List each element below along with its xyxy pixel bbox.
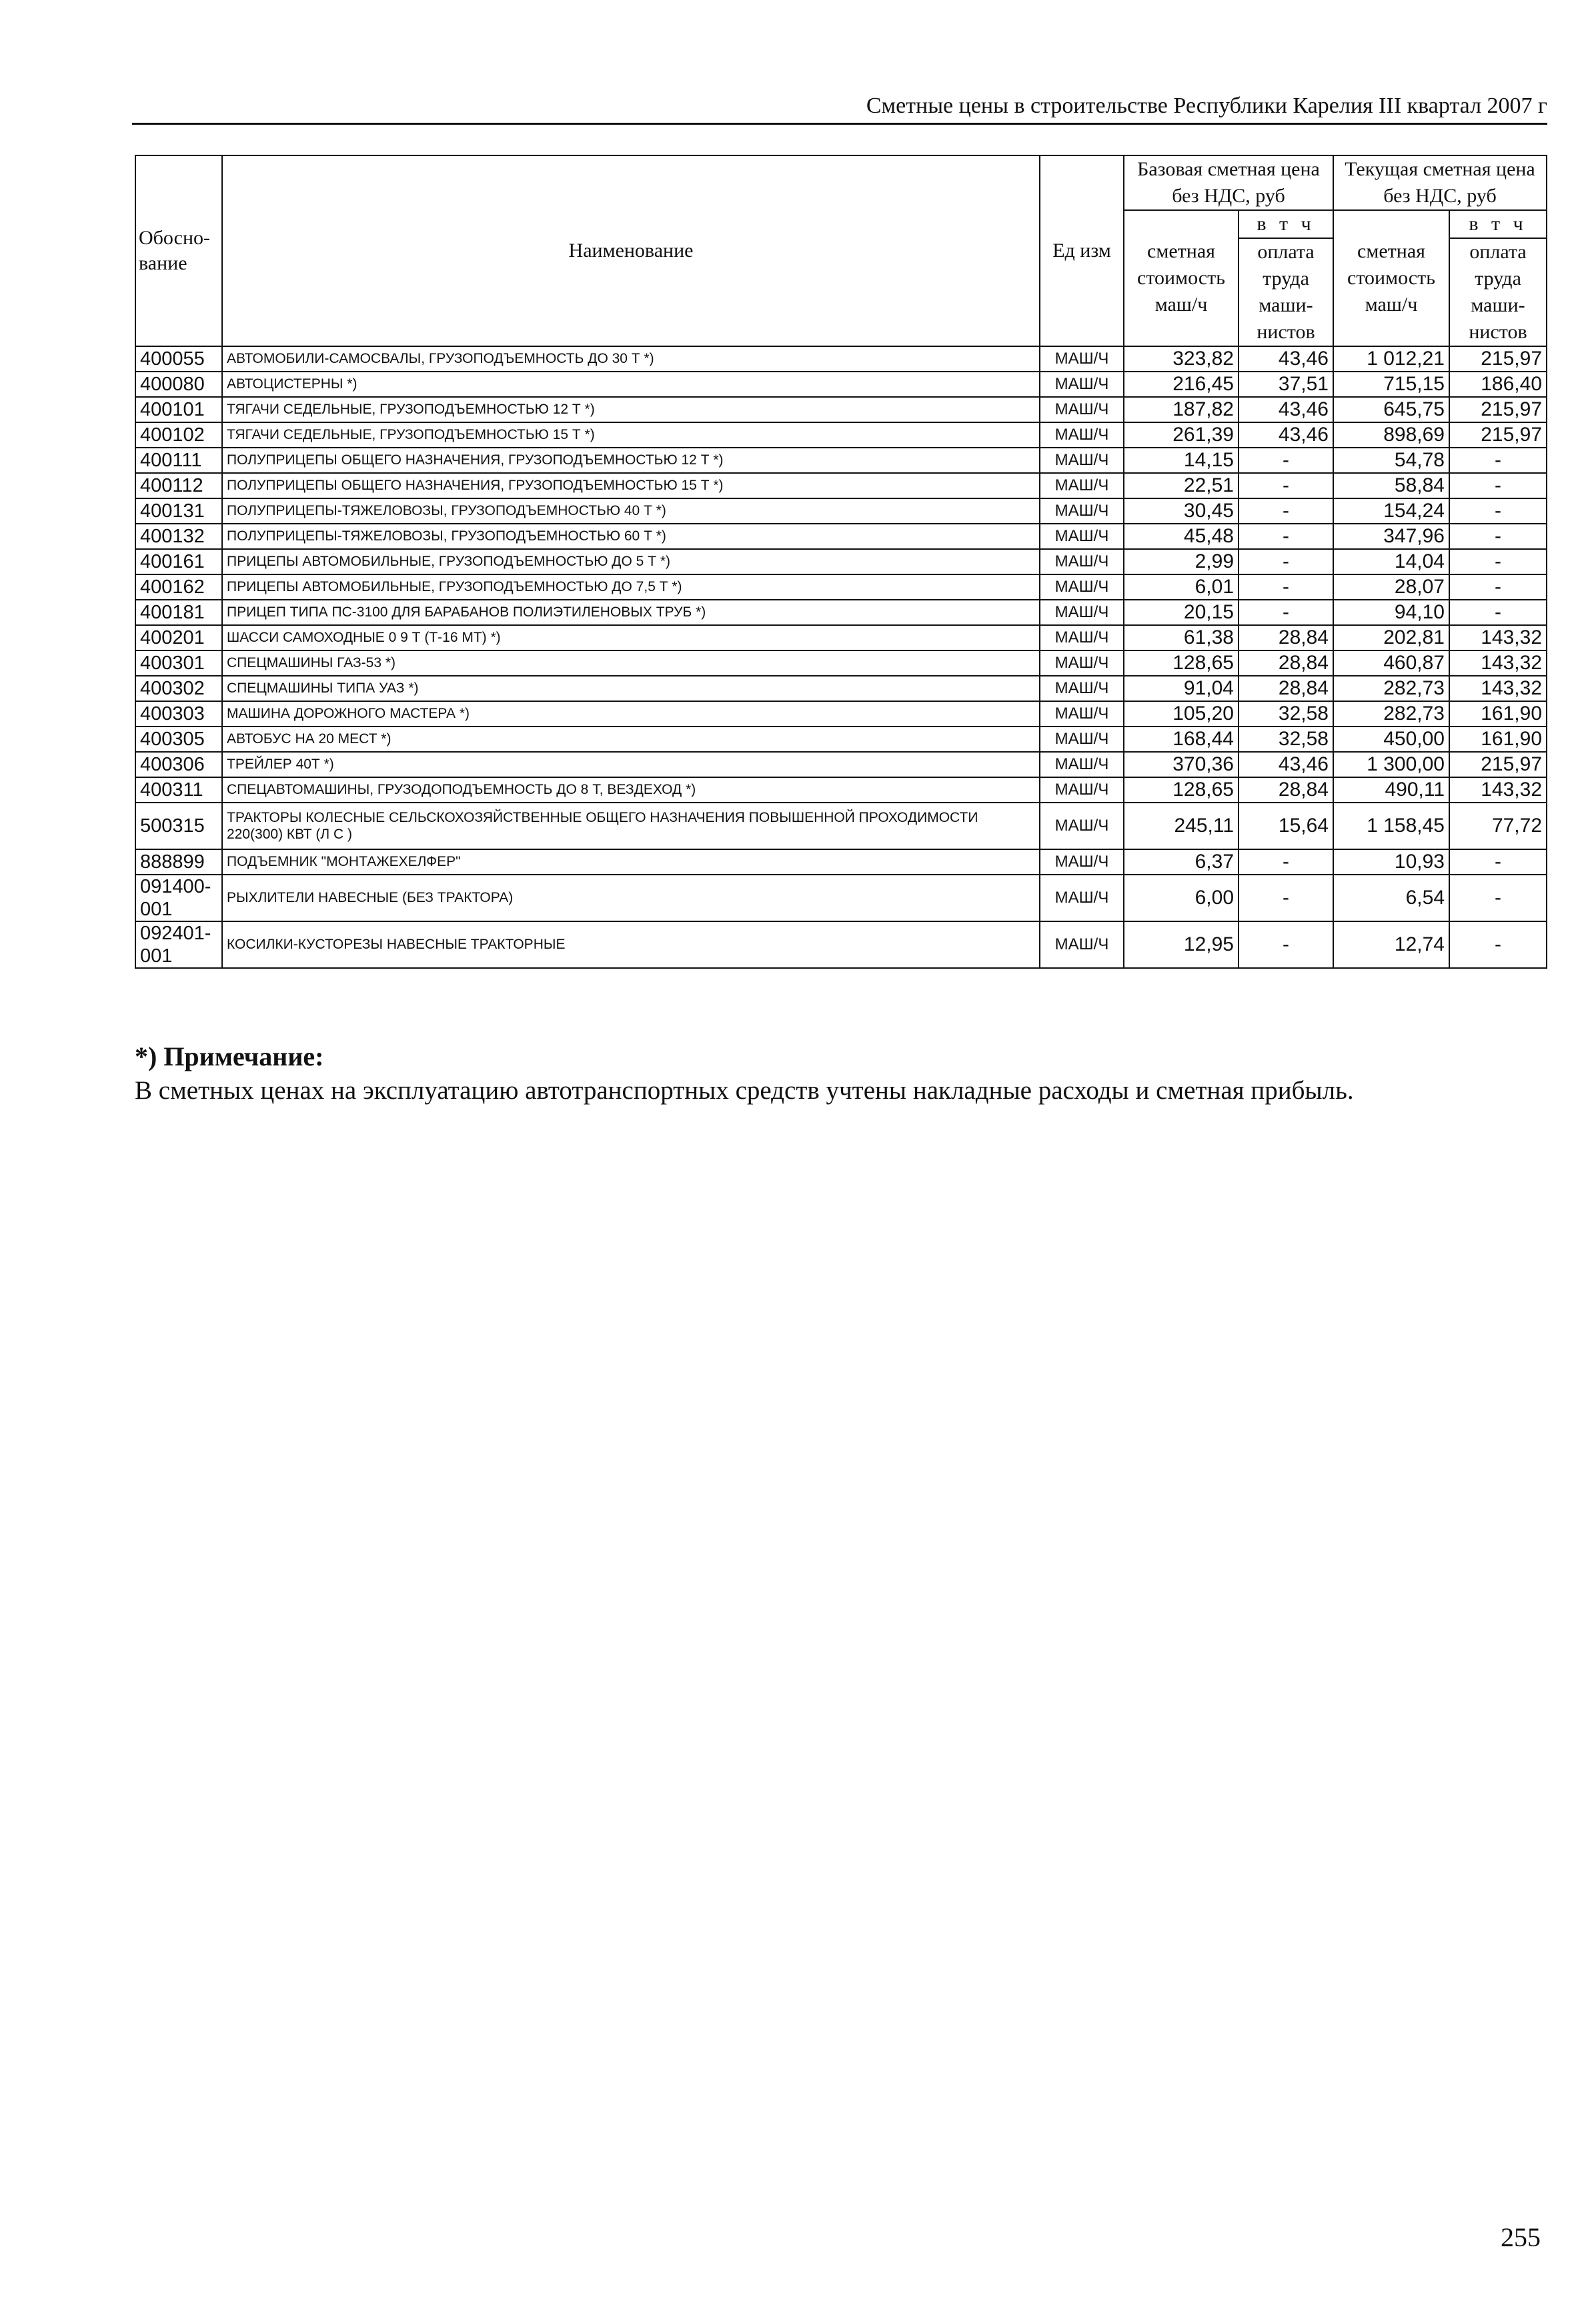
row-current-cost: 58,84 — [1333, 473, 1449, 498]
row-current-labor: 215,97 — [1449, 397, 1547, 422]
row-current-cost: 1 012,21 — [1333, 346, 1449, 372]
row-base-labor: 28,84 — [1239, 777, 1333, 803]
row-name: РЫХЛИТЕЛИ НАВЕСНЫЕ (БЕЗ ТРАКТОРА) — [222, 875, 1040, 921]
table-header — [135, 155, 1547, 346]
row-current-cost: 28,07 — [1333, 574, 1449, 600]
row-base-labor: - — [1239, 524, 1333, 549]
row-unit: МАШ/Ч — [1040, 372, 1124, 397]
row-unit: МАШ/Ч — [1040, 422, 1124, 448]
row-base-labor: - — [1239, 498, 1333, 524]
row-code: 400132 — [135, 524, 222, 549]
row-base-labor: - — [1239, 574, 1333, 600]
table-row — [135, 372, 1547, 397]
row-code: 400303 — [135, 701, 222, 727]
table-row — [135, 498, 1547, 524]
row-base-cost: 323,82 — [1124, 346, 1239, 372]
row-code: 092401-001 — [135, 921, 222, 968]
row-unit: МАШ/Ч — [1040, 524, 1124, 549]
row-code: 400181 — [135, 600, 222, 625]
row-base-labor: - — [1239, 473, 1333, 498]
row-base-cost: 14,15 — [1124, 448, 1239, 473]
row-name: ПОЛУПРИЦЕПЫ ОБЩЕГО НАЗНАЧЕНИЯ, ГРУЗОПОДЪЕМНОСТЬЮ 15 Т *) — [222, 473, 1040, 498]
row-name: АВТОЦИСТЕРНЫ *) — [222, 372, 1040, 397]
row-name: ТРЕЙЛЕР 40Т *) — [222, 752, 1040, 777]
row-base-labor: 43,46 — [1239, 422, 1333, 448]
row-base-cost: 20,15 — [1124, 600, 1239, 625]
row-name: ТРАКТОРЫ КОЛЕСНЫЕ СЕЛЬСКОХОЗЯЙСТВЕННЫЕ ОБЩЕГО НАЗНАЧЕНИЯ ПОВЫШЕННОЙ ПРОХОДИМОСТИ 220(300) КВТ (Л С ) — [222, 803, 1040, 849]
header-base-labor: оплата труда маши-нистов — [1239, 238, 1333, 346]
page-number: 255 — [1501, 2222, 1541, 2252]
table-row — [135, 849, 1547, 875]
row-name: ПОЛУПРИЦЕПЫ-ТЯЖЕЛОВОЗЫ, ГРУЗОПОДЪЕМНОСТЬЮ 60 Т *) — [222, 524, 1040, 549]
row-unit: МАШ/Ч — [1040, 600, 1124, 625]
row-unit: МАШ/Ч — [1040, 650, 1124, 676]
row-code: 400102 — [135, 422, 222, 448]
row-code: 400080 — [135, 372, 222, 397]
table-row — [135, 921, 1547, 968]
row-base-cost: 128,65 — [1124, 650, 1239, 676]
row-base-cost: 22,51 — [1124, 473, 1239, 498]
row-code: 400131 — [135, 498, 222, 524]
row-current-cost: 898,69 — [1333, 422, 1449, 448]
table-row — [135, 397, 1547, 422]
row-base-cost: 6,37 — [1124, 849, 1239, 875]
row-current-cost: 94,10 — [1333, 600, 1449, 625]
row-base-labor: 28,84 — [1239, 650, 1333, 676]
row-unit: МАШ/Ч — [1040, 849, 1124, 875]
row-current-labor: - — [1449, 600, 1547, 625]
row-base-cost: 45,48 — [1124, 524, 1239, 549]
row-base-labor: - — [1239, 448, 1333, 473]
row-current-labor: - — [1449, 849, 1547, 875]
table-row — [135, 473, 1547, 498]
row-current-cost: 347,96 — [1333, 524, 1449, 549]
row-base-labor: - — [1239, 600, 1333, 625]
row-current-labor: - — [1449, 875, 1547, 921]
row-code: 400301 — [135, 650, 222, 676]
row-base-labor: 32,58 — [1239, 727, 1333, 752]
row-base-labor: 28,84 — [1239, 676, 1333, 701]
row-unit: МАШ/Ч — [1040, 574, 1124, 600]
row-code: 500315 — [135, 803, 222, 849]
row-code: 400055 — [135, 346, 222, 372]
row-name: СПЕЦМАШИНЫ ТИПА УАЗ *) — [222, 676, 1040, 701]
row-current-labor: - — [1449, 921, 1547, 968]
row-current-cost: 282,73 — [1333, 701, 1449, 727]
row-name: СПЕЦАВТОМАШИНЫ, ГРУЗОДОПОДЪЕМНОСТЬ ДО 8 Т, ВЕЗДЕХОД *) — [222, 777, 1040, 803]
row-current-labor: 161,90 — [1449, 727, 1547, 752]
table-row — [135, 448, 1547, 473]
row-code: 888899 — [135, 849, 222, 875]
row-code: 400111 — [135, 448, 222, 473]
header-current-labor: оплата труда маши-нистов — [1449, 238, 1547, 346]
header-current-group: Текущая сметная цена без НДС, руб — [1333, 155, 1547, 210]
header-unit: Ед изм — [1040, 155, 1124, 346]
row-base-labor: - — [1239, 875, 1333, 921]
row-code: 400201 — [135, 625, 222, 650]
row-unit: МАШ/Ч — [1040, 921, 1124, 968]
row-current-labor: 215,97 — [1449, 422, 1547, 448]
row-base-cost: 128,65 — [1124, 777, 1239, 803]
header-base-vtch: в т ч — [1239, 210, 1333, 238]
row-unit: МАШ/Ч — [1040, 803, 1124, 849]
row-unit: МАШ/Ч — [1040, 752, 1124, 777]
row-base-labor: 32,58 — [1239, 701, 1333, 727]
row-base-labor: - — [1239, 549, 1333, 574]
header-base-group: Базовая сметная цена без НДС, руб — [1124, 155, 1333, 210]
row-unit: МАШ/Ч — [1040, 701, 1124, 727]
row-name: МАШИНА ДОРОЖНОГО МАСТЕРА *) — [222, 701, 1040, 727]
row-code: 400112 — [135, 473, 222, 498]
row-base-cost: 245,11 — [1124, 803, 1239, 849]
table-body — [135, 346, 1547, 968]
row-current-cost: 645,75 — [1333, 397, 1449, 422]
row-unit: МАШ/Ч — [1040, 549, 1124, 574]
table-row — [135, 346, 1547, 372]
table-row — [135, 549, 1547, 574]
row-unit: МАШ/Ч — [1040, 397, 1124, 422]
table-row — [135, 777, 1547, 803]
table-row — [135, 574, 1547, 600]
row-name: ПОЛУПРИЦЕПЫ ОБЩЕГО НАЗНАЧЕНИЯ, ГРУЗОПОДЪЕМНОСТЬЮ 12 Т *) — [222, 448, 1040, 473]
row-current-cost: 6,54 — [1333, 875, 1449, 921]
row-code: 400101 — [135, 397, 222, 422]
row-current-cost: 14,04 — [1333, 549, 1449, 574]
row-name: ПРИЦЕП ТИПА ПС-3100 ДЛЯ БАРАБАНОВ ПОЛИЭТИЛЕНОВЫХ ТРУБ *) — [222, 600, 1040, 625]
row-base-cost: 370,36 — [1124, 752, 1239, 777]
row-current-cost: 54,78 — [1333, 448, 1449, 473]
row-code: 400311 — [135, 777, 222, 803]
row-unit: МАШ/Ч — [1040, 498, 1124, 524]
row-current-labor: 143,32 — [1449, 650, 1547, 676]
row-name: ТЯГАЧИ СЕДЕЛЬНЫЕ, ГРУЗОПОДЪЕМНОСТЬЮ 12 Т *) — [222, 397, 1040, 422]
row-current-cost: 10,93 — [1333, 849, 1449, 875]
row-unit: МАШ/Ч — [1040, 777, 1124, 803]
row-name: ПРИЦЕПЫ АВТОМОБИЛЬНЫЕ, ГРУЗОПОДЪЕМНОСТЬЮ ДО 5 Т *) — [222, 549, 1040, 574]
row-current-cost: 460,87 — [1333, 650, 1449, 676]
row-base-labor: - — [1239, 921, 1333, 968]
row-base-cost: 216,45 — [1124, 372, 1239, 397]
row-current-labor: 77,72 — [1449, 803, 1547, 849]
header-rule — [132, 123, 1547, 125]
row-base-labor: - — [1239, 849, 1333, 875]
row-base-cost: 6,00 — [1124, 875, 1239, 921]
row-name: АВТОБУС НА 20 МЕСТ *) — [222, 727, 1040, 752]
table-row — [135, 600, 1547, 625]
row-base-cost: 168,44 — [1124, 727, 1239, 752]
row-code: 400306 — [135, 752, 222, 777]
row-current-labor: 143,32 — [1449, 625, 1547, 650]
row-base-cost: 187,82 — [1124, 397, 1239, 422]
row-base-labor: 43,46 — [1239, 346, 1333, 372]
row-unit: МАШ/Ч — [1040, 676, 1124, 701]
row-unit: МАШ/Ч — [1040, 346, 1124, 372]
prices-table — [135, 155, 1547, 969]
row-current-labor: 215,97 — [1449, 752, 1547, 777]
row-base-cost: 2,99 — [1124, 549, 1239, 574]
row-base-labor: 43,46 — [1239, 752, 1333, 777]
table-row — [135, 524, 1547, 549]
row-unit: МАШ/Ч — [1040, 448, 1124, 473]
row-unit: МАШ/Ч — [1040, 727, 1124, 752]
row-base-labor: 15,64 — [1239, 803, 1333, 849]
row-base-cost: 261,39 — [1124, 422, 1239, 448]
header-base-cost: сметная стоимость маш/ч — [1124, 210, 1239, 346]
row-code: 400305 — [135, 727, 222, 752]
row-name: КОСИЛКИ-КУСТОРЕЗЫ НАВЕСНЫЕ ТРАКТОРНЫЕ — [222, 921, 1040, 968]
row-code: 400162 — [135, 574, 222, 600]
row-current-labor: 215,97 — [1449, 346, 1547, 372]
row-current-labor: 186,40 — [1449, 372, 1547, 397]
table-row — [135, 422, 1547, 448]
row-current-cost: 282,73 — [1333, 676, 1449, 701]
row-current-labor: 143,32 — [1449, 777, 1547, 803]
row-current-labor: - — [1449, 498, 1547, 524]
row-unit: МАШ/Ч — [1040, 875, 1124, 921]
row-current-labor: 161,90 — [1449, 701, 1547, 727]
row-current-labor: 143,32 — [1449, 676, 1547, 701]
row-name: ШАССИ САМОХОДНЫЕ 0 9 Т (Т-16 МТ) *) — [222, 625, 1040, 650]
table-row — [135, 752, 1547, 777]
table-row — [135, 875, 1547, 921]
table-row — [135, 650, 1547, 676]
row-name: АВТОМОБИЛИ-САМОСВАЛЫ, ГРУЗОПОДЪЕМНОСТЬ ДО 30 Т *) — [222, 346, 1040, 372]
table-row — [135, 676, 1547, 701]
row-base-cost: 6,01 — [1124, 574, 1239, 600]
row-unit: МАШ/Ч — [1040, 473, 1124, 498]
row-current-cost: 12,74 — [1333, 921, 1449, 968]
row-base-labor: 28,84 — [1239, 625, 1333, 650]
header-current-vtch: в т ч — [1449, 210, 1547, 238]
row-current-cost: 1 158,45 — [1333, 803, 1449, 849]
row-code: 400161 — [135, 549, 222, 574]
row-current-cost: 450,00 — [1333, 727, 1449, 752]
table-row — [135, 727, 1547, 752]
row-code: 091400-001 — [135, 875, 222, 921]
row-current-cost: 1 300,00 — [1333, 752, 1449, 777]
row-name: ПОЛУПРИЦЕПЫ-ТЯЖЕЛОВОЗЫ, ГРУЗОПОДЪЕМНОСТЬЮ 40 Т *) — [222, 498, 1040, 524]
page-header: Сметные цены в строительстве Республики Карелия III квартал 2007 г — [866, 93, 1547, 118]
row-current-cost: 490,11 — [1333, 777, 1449, 803]
row-current-labor: - — [1449, 549, 1547, 574]
row-name: СПЕЦМАШИНЫ ГАЗ-53 *) — [222, 650, 1040, 676]
table-row — [135, 803, 1547, 849]
header-code: Обосно-вание — [135, 155, 222, 346]
row-base-labor: 43,46 — [1239, 397, 1333, 422]
row-unit: МАШ/Ч — [1040, 625, 1124, 650]
row-current-labor: - — [1449, 574, 1547, 600]
row-current-cost: 202,81 — [1333, 625, 1449, 650]
row-current-labor: - — [1449, 448, 1547, 473]
row-base-cost: 91,04 — [1124, 676, 1239, 701]
table-row — [135, 625, 1547, 650]
header-current-cost: сметная стоимость маш/ч — [1333, 210, 1449, 346]
header-name: Наименование — [222, 155, 1040, 346]
row-name: ТЯГАЧИ СЕДЕЛЬНЫЕ, ГРУЗОПОДЪЕМНОСТЬЮ 15 Т *) — [222, 422, 1040, 448]
row-name: ПРИЦЕПЫ АВТОМОБИЛЬНЫЕ, ГРУЗОПОДЪЕМНОСТЬЮ ДО 7,5 Т *) — [222, 574, 1040, 600]
row-name: ПОДЪЕМНИК "МОНТАЖЕХЕЛФЕР" — [222, 849, 1040, 875]
table-row — [135, 701, 1547, 727]
row-base-cost: 30,45 — [1124, 498, 1239, 524]
row-current-labor: - — [1449, 473, 1547, 498]
row-base-labor: 37,51 — [1239, 372, 1333, 397]
row-base-cost: 105,20 — [1124, 701, 1239, 727]
row-base-cost: 61,38 — [1124, 625, 1239, 650]
row-current-labor: - — [1449, 524, 1547, 549]
row-current-cost: 154,24 — [1333, 498, 1449, 524]
note-title: *) Примечание: — [135, 1041, 324, 1071]
note-text: В сметных ценах на эксплуатацию автотранспортных средств учтены накладные расходы и сметная прибыль. — [135, 1076, 1354, 1105]
row-current-cost: 715,15 — [1333, 372, 1449, 397]
row-code: 400302 — [135, 676, 222, 701]
row-base-cost: 12,95 — [1124, 921, 1239, 968]
